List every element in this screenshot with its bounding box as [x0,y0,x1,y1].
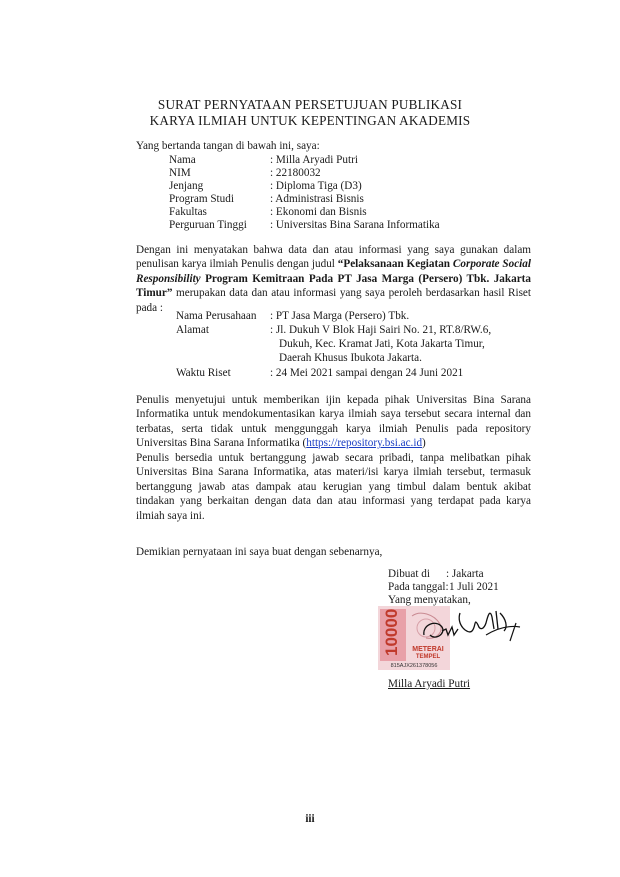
identity-label: NIM [169,167,191,179]
identity-value: : Administrasi Bisnis [270,193,364,205]
identity-value: : Diploma Tiga (D3) [270,180,362,192]
intro-text: Yang bertanda tangan di bawah ini, saya: [136,140,320,152]
address-label: Alamat [176,324,209,336]
statement-tail: merupakan data dan atau informasi yang saya peroleh berdasarkan hasil Riset pada : [136,287,531,314]
thesis-title-italic: Corporate Social Responsibility [136,258,531,285]
place-label: Dibuat di [388,568,430,580]
thesis-title-a: “Pelaksanaan Kegiatan [337,258,453,271]
responsibility-paragraph: Penulis bersedia untuk bertanggung jawab secara pribadi, tanpa melibatkan pihak Universitas Bina Sarana Informatika, atas materi/isi karya ilmiah tersebut, termasuk bertanggung jawab atas dampak atau kerugian yang timbul dalam bentuk akibat tindakan yang berkaitan dengan data dan atau informasi yang terdapat pada karya ilmiah saya ini. [136,452,531,522]
identity-label: Jenjang [169,180,204,192]
identity-label: Perguruan Tinggi [169,219,247,231]
permission-close: ) [422,437,426,450]
address-line3: Daerah Khusus Ibukota Jakarta. [279,352,422,364]
date-label: Pada tanggal: [388,581,449,593]
identity-value: : Universitas Bina Sarana Informatika [270,219,440,231]
signer-name: Milla Aryadi Putri [388,678,471,690]
identity-label: Nama [169,154,196,166]
permission-paragraph [136,393,531,451]
statement-paragraph [136,243,531,315]
declarant-text: Yang menyatakan, [388,594,471,606]
identity-value: : Ekonomi dan Bisnis [270,206,367,218]
stamp-text-1: METERAI [412,646,444,653]
period-value: : 24 Mei 2021 sampai dengan 24 Juni 2021 [270,367,464,379]
permission-text: Penulis menyetujui untuk memberikan ijin kepada pihak Universitas Bina Sarana Informatika untuk mendokumentasikan karya ilmiah saya tersebut secara internal dan terbatas, serta tidak untuk menggunggah karya ilmiah Penulis pada repository Universitas Bina Sarana Informatika ( [136,394,531,450]
place-value: : Jakarta [446,568,484,580]
handwritten-signature-icon [416,605,524,655]
stamp-text-2: TEMPEL [415,654,441,660]
thesis-title-b: Program Kemitraan Pada PT Jasa Marga (Persero) Tbk. Jakarta Timur” [136,272,531,300]
closing-text: Demikian pernyataan ini saya buat dengan sebenarnya, [136,546,383,558]
identity-label: Fakultas [169,206,207,218]
period-label: Waktu Riset [176,367,231,379]
stamp-value: 10000 [382,608,401,656]
identity-label: Program Studi [169,193,234,205]
page-number: iii [305,813,315,825]
identity-value: : 22180032 [270,167,321,179]
repository-link[interactable]: https://repository.bsi.ac.id [306,437,423,450]
company-label: Nama Perusahaan [176,310,257,322]
doc-title-line2: KARYA ILMIAH UNTUK KEPENTINGAN AKADEMIS [149,113,471,128]
company-value: : PT Jasa Marga (Persero) Tbk. [270,310,410,322]
address-line1: : Jl. Dukuh V Blok Haji Sairi No. 21, RT.8/RW.6, [270,324,492,336]
statement-lead: Dengan ini menyatakan bahwa data dan atau informasi yang saya gunakan dalam penulisan karya ilmiah Penulis dengan judul [136,244,531,271]
address-line2: Dukuh, Kec. Kramat Jati, Kota Jakarta Timur, [279,338,485,350]
doc-title-line1: SURAT PERNYATAAN PERSETUJUAN PUBLIKASI [157,97,463,112]
stamp-serial: 815AJX261378056 [390,663,438,669]
identity-value: : Milla Aryadi Putri [270,154,358,166]
date-value: 1 Juli 2021 [449,581,499,593]
